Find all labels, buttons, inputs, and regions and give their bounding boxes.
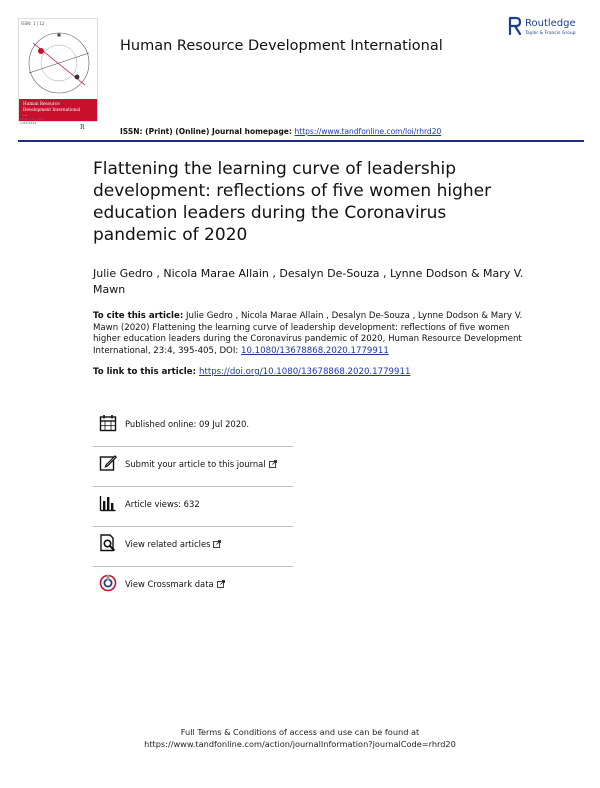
- terms-footer: [0, 726, 600, 750]
- article-title: Flattening the learning curve of leadership development: reflections of five women higher education leaders during the Coronavirus pandemic of 2020: [93, 159, 492, 245]
- terms-url[interactable]: https://www.tandfonline.com/action/journalInformation?journalCode=rhrd20: [144, 739, 456, 749]
- cover-meta-line: 1469-8374: [20, 121, 37, 125]
- publisher-tagline: Taylor & Francis Group: [525, 31, 576, 36]
- edit-icon: [99, 454, 117, 472]
- publisher-name: Routledge: [525, 18, 576, 29]
- external-link-icon: [213, 540, 221, 548]
- submit-article-row[interactable]: [93, 448, 293, 488]
- citation-text: Julie Gedro , Nicola Marae Allain , Desalyn De-Souza , Lynne Dodson & Mary V. Mawn (2020) Flattening the learning curve of leadership development: reflections of five women higher education leaders during the Coronavirus pandemic of 2020, Human Resource Development International, 23:4, 395-405, DOI:: [93, 311, 523, 356]
- row-divider: [93, 486, 293, 487]
- journal-title: Human Resource Development International: [120, 38, 443, 54]
- published-online-row: [93, 408, 293, 448]
- crossmark-text: [125, 579, 225, 589]
- cover-band-line: Development International: [23, 106, 81, 112]
- article-link-label: To link to this article:: [93, 367, 200, 377]
- external-link-icon: [217, 580, 225, 588]
- related-articles-row[interactable]: [93, 528, 293, 568]
- citation-block: [93, 311, 533, 357]
- crossmark-icon: [99, 574, 117, 592]
- cover-meta-line: ISSN 1367-8868: [20, 117, 45, 121]
- citation-doi-link[interactable]: 10.1080/13678868.2020.1779911: [241, 345, 389, 356]
- crossmark-row[interactable]: [93, 568, 293, 608]
- cover-meta: [20, 117, 44, 125]
- article-doi-url[interactable]: https://doi.org/10.1080/13678868.2020.1779911: [199, 367, 411, 377]
- citation-label: To cite this article:: [93, 311, 184, 321]
- issn-prefix: ISSN: (Print) (Online) Journal homepage:: [120, 127, 295, 136]
- journal-cover-thumbnail[interactable]: [18, 18, 98, 122]
- article-views-row: [93, 488, 293, 528]
- footer-line: Full Terms & Conditions of access and use can be found at: [180, 727, 420, 737]
- related-articles-text: [125, 539, 221, 549]
- cover-band-line: Human Resource: [23, 101, 60, 106]
- calendar-icon: [99, 414, 117, 432]
- article-views-label: Article views: 632: [125, 499, 200, 509]
- row-divider: [93, 526, 293, 527]
- cover-publisher-logo: R: [80, 124, 85, 131]
- journal-homepage-link[interactable]: https://www.tandfonline.com/loi/rhrd20: [294, 127, 442, 136]
- routledge-r-icon: [508, 16, 522, 36]
- submit-article-label: Submit your article to this journal: [125, 459, 266, 469]
- document-search-icon: [99, 534, 117, 552]
- related-articles-label: View related articles: [125, 539, 211, 549]
- cover-band-line: ...: [23, 112, 27, 117]
- article-link-line: [93, 367, 533, 377]
- cover-circle-art-icon: [19, 23, 98, 101]
- article-authors: Julie Gedro , Nicola Marae Allain , Desalyn De-Souza , Lynne Dodson & Mary V. Mawn: [93, 267, 524, 296]
- row-divider: [93, 446, 293, 447]
- bar-chart-icon: [99, 494, 117, 512]
- header-divider: [18, 140, 584, 142]
- external-link-icon: [269, 460, 277, 468]
- issn-line: [120, 127, 441, 136]
- published-online-label: Published online: 09 Jul 2020.: [125, 419, 250, 429]
- row-divider: [93, 566, 293, 567]
- crossmark-label: View Crossmark data: [125, 579, 214, 589]
- cover-top-text: ISSN: 1 | 12: [21, 21, 45, 26]
- submit-article-text: [125, 459, 277, 469]
